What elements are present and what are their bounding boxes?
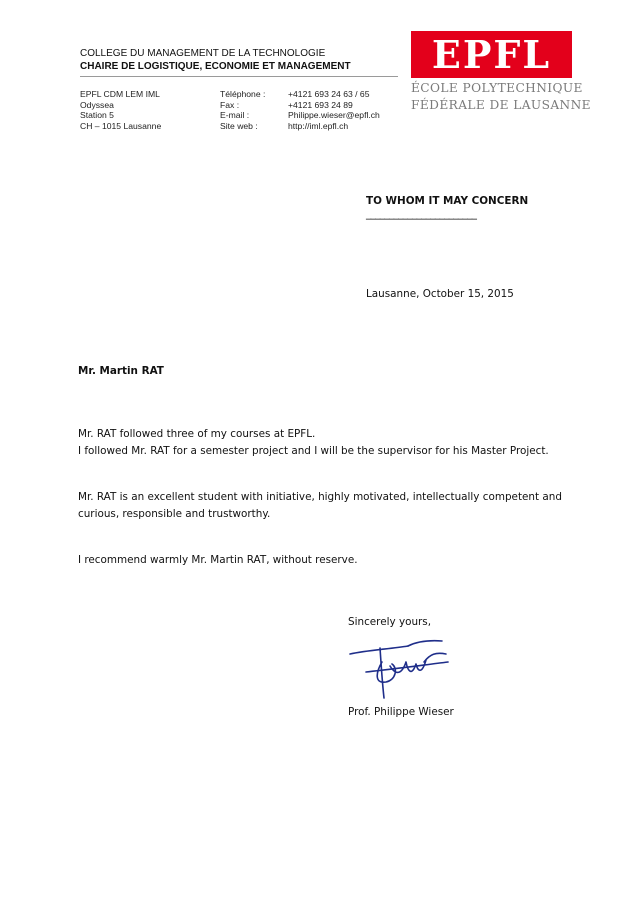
closing: Sincerely yours, [348,616,432,628]
department-name [80,47,351,73]
paragraph-1 [78,426,578,459]
address-line: CH – 1015 Lausanne [80,120,162,131]
paragraph-2 [78,489,588,522]
salutation: TO WHOM IT MAY CONCERN [366,195,529,207]
paragraph-line: I followed Mr. RAT for a semester project and I will be the supervisor for his Master Project. [78,444,549,457]
contact-labels [220,89,286,131]
logo-line-1: ÉCOLE POLYTECHNIQUE [411,81,583,95]
epfl-logo-mark: EPFL [431,32,552,77]
contact-label: Fax : [220,99,240,110]
logo-line-2: FÉDÉRALE DE LAUSANNE [411,98,591,112]
contact-values [288,89,403,131]
paragraph-3: I recommend warmly Mr. Martin RAT, without reserve. [78,554,358,566]
contact-label: Téléphone : [220,89,266,99]
address-line: Odyssea [80,99,114,110]
address-line: Station 5 [80,110,114,121]
salutation-underline: ________________________ [366,208,477,220]
email-link[interactable]: Philippe.wieser@epfl.ch [288,110,380,121]
fax-value: +4121 693 24 89 [288,99,353,110]
phone-value: +4121 693 24 63 / 65 [288,89,370,99]
paragraph-line: curious, responsible and trustworthy. [78,507,271,520]
contact-label: Site web : [220,120,258,131]
paragraph-line: Mr. RAT followed three of my courses at EPFL. [78,428,316,440]
place-date: Lausanne, October 15, 2015 [366,288,514,300]
signature-image [346,632,456,704]
contact-label: E-mail : [220,110,250,121]
signatory-name: Prof. Philippe Wieser [348,706,454,718]
chair-line: CHAIRE DE LOGISTIQUE, ECONOMIE ET MANAGEMENT [80,61,351,72]
address-block [80,89,210,131]
address-line: EPFL CDM LEM IML [80,89,160,99]
website-link[interactable]: http://iml.epfl.ch [288,120,349,131]
department-line: COLLEGE DU MANAGEMENT DE LA TECHNOLOGIE [80,48,326,59]
paragraph-line: Mr. RAT is an excellent student with initiative, highly motivated, intellectually competent and [78,491,562,503]
subject-name: Mr. Martin RAT [78,365,164,377]
header-divider [80,76,398,77]
